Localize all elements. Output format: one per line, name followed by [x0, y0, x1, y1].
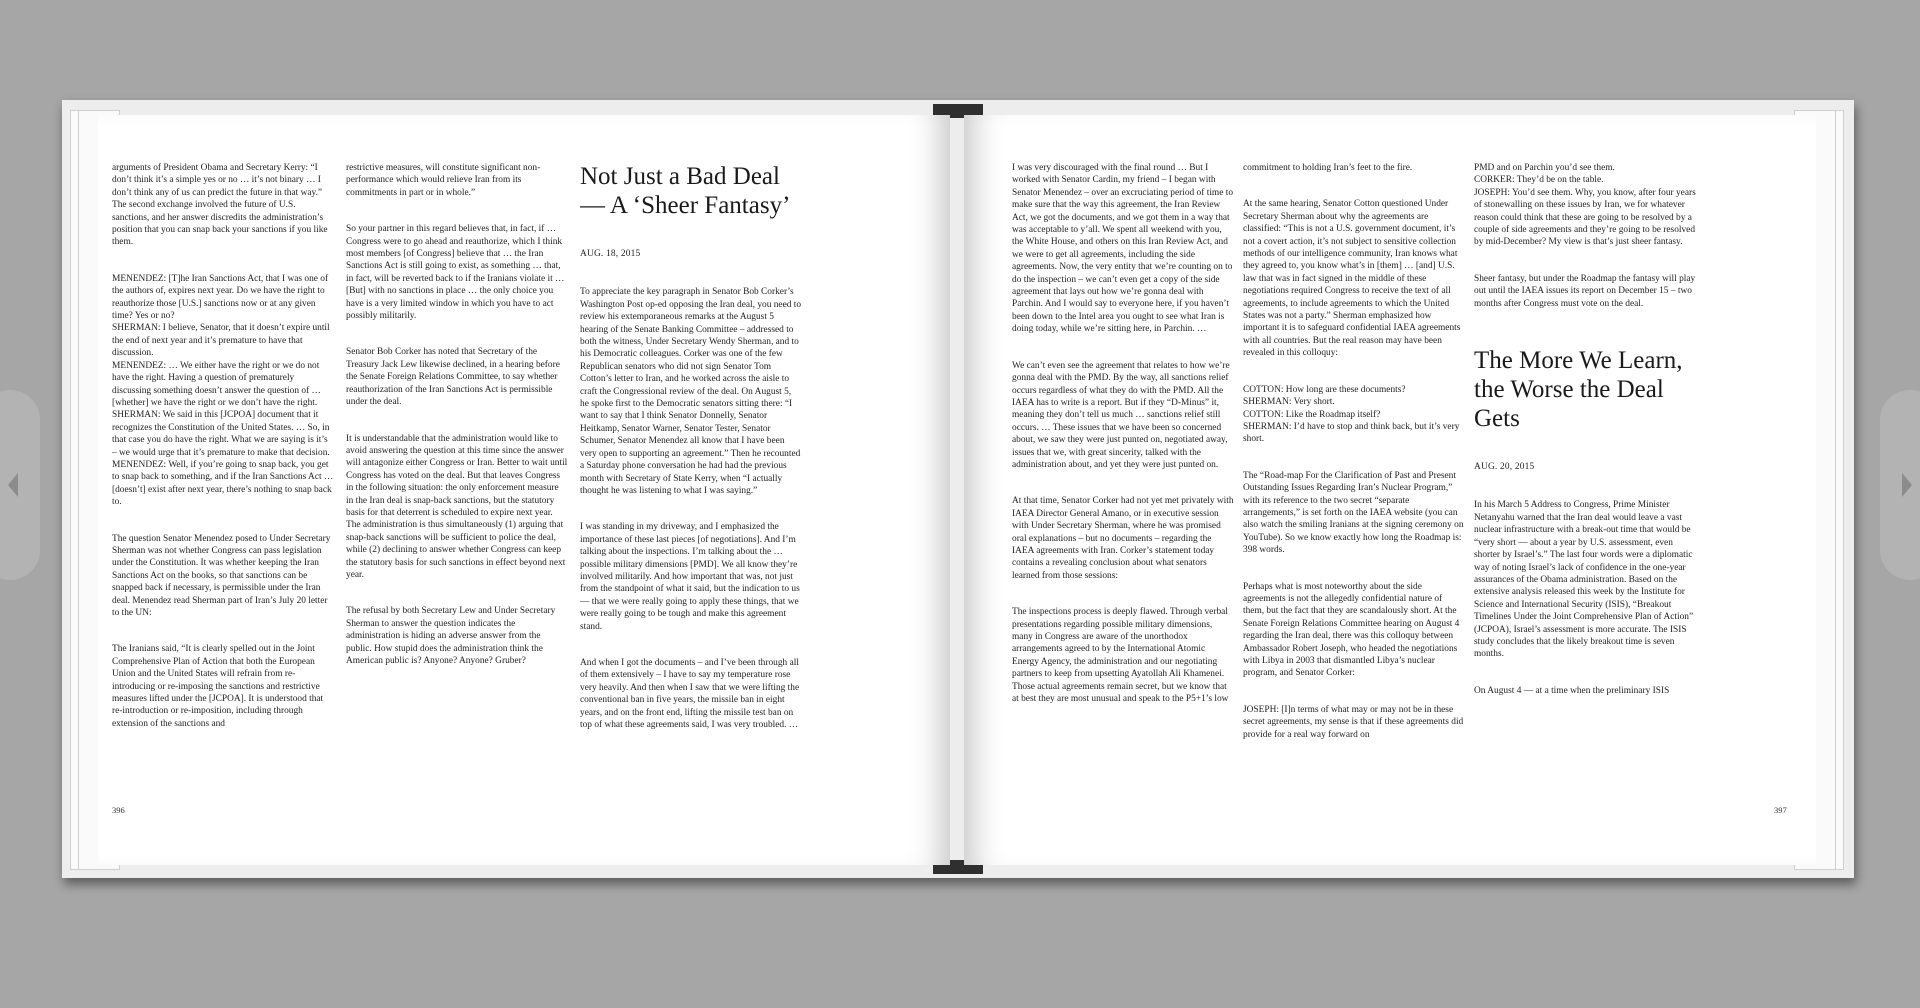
paragraph: At the same hearing, Senator Cotton questioned Under Secretary Sherman about why the agreements are classified: “This is not a U.S. government document, it’s not a covert action, it’s not subject to sensitive collection methods of our intelligence community, Iran knows what they agreed to, you know what’s in [them] … [and] U.S. law that was in fact signed in the middle of these negotiations required Congress to receive the text of all agreements, to include agreements to which the United States was not a party.” Sherman emphasized how important it is to safeguard confidential IAEA agreements with all countries. But the real reason may have been revealed in this colloquy:: [1243, 199, 1461, 359]
next-page-button[interactable]: [1880, 390, 1920, 580]
arrow-left-icon: [8, 473, 18, 497]
paragraph: In his March 5 Address to Congress, Prime Minister Netanyahu warned that the Iran deal would leave a vast nuclear infrastructure with a break-out time that would be “very short — about a year by U.S. assessment, even shorter by Israel’s.” The last four words were a diplomatic way of noting Israel’s lack of confidence in the one-year assurances of the Obama administration. Based on the extensive analysis released this week by the Institute for Science and International Security (ISIS), “Breakout Timelines Under the Joint Comprehensive Plan of Action” (JCPOA), Israel’s assessment is more accurate. The ISIS study concludes that the likely breakout time is seven months.: [1474, 500, 1694, 660]
paragraph: The question Senator Menendez posed to Under Secretary Sherman was not whether Congress can pass legislation under the Constitution. It was whether keeping the Iran Sanctions Act on the books, so that sanctions can be snapped back if necessary, is permissible under the Iran deal. Menendez read Sherman part of Iran’s July 20 letter to the UN:: [112, 533, 331, 618]
paragraph: Senator Bob Corker has noted that Secretary of the Treasury Jack Lew likewise declined, in a hearing before the Senate Foreign Relations Committee, to say whether reauthorization of the Iran Sanctions Act is permissible under the deal.: [346, 347, 560, 408]
paragraph: JOSEPH: [I]n terms of what may or may not be in these secret agreements, my sense is that if these agreements did provide for a real way forward on: [1243, 704, 1464, 740]
right-page-column-2: [1243, 162, 1465, 772]
left-page-column-1: [112, 162, 334, 772]
paragraph: The Iranians said, “It is clearly spelled out in the Joint Comprehensive Plan of Action that both the European Union and the United States will refrain from re-introducing or re-imposing the sanctions and restrictive measures lifted under the [JCPOA]. It is understood that re-introduction or re-imposition, including through extension of the sanctions and: [112, 644, 324, 729]
article-title: Not Just a Bad Deal — A ‘Sheer Fantasy’: [580, 163, 791, 219]
right-page-column-3: [1474, 162, 1696, 772]
book-spread: [56, 100, 1856, 880]
left-page[interactable]: [98, 115, 950, 865]
article-date: AUG. 18, 2015: [580, 249, 641, 259]
paragraph: COTTON: How long are these documents? SHERMAN: Very short. COTTON: Like the Roadmap itself? SHERMAN: I’d have to stop and think back, but it’s very short.: [1243, 384, 1460, 445]
previous-page-button[interactable]: [0, 390, 40, 580]
paragraph: At that time, Senator Corker had not yet met privately with IAEA Director General Amano, or in executive session with Under Secretary Sherman, where he was promised oral explanations – but no documents – regarding the IAEA agreements with Iran. Corker’s statement today contains a revealing conclusion about what senators learned from those sessions:: [1012, 496, 1234, 581]
paragraph: The inspections process is deeply flawed. Through verbal presentations regarding possible military dimensions, many in Congress are aware of the unorthodox arrangements agreed to by the International Atomic Energy Agency, the administration and our negotiating partners to keep from upsetting Ayatollah Ali Khamenei. Those actual agreements remain secret, but we know that at best they are most unusual and speak to the P5+1’s low: [1012, 607, 1229, 705]
paragraph: To appreciate the key paragraph in Senator Bob Corker’s Washington Post op-ed opposing the Iran deal, you need to review his extemporaneous remarks at the August 5 hearing of the Senate Banking Committee – addressed to both the witness, Under Secretary Wendy Sherman, and to his Democratic colleagues. Corker was one of the few Republican senators who did not sign Senator Tom Cotton’s letter to Iran, and he worked across the aisle to craft the Congressional review of the deal. On August 5, he spoke first to the Democratic senators sitting there: “I want to say that I think Senator Donnelly, Senator Heitkamp, Senator Warner, Senator Tester, Senator Schumer, Senator Menendez all know that I have been very open to supporting an agreement.” Then he recounted a Saturday phone conversation he had had the previous month with Secretary of State Kerry, when “I actually thought he was listening to what I was saying.”: [580, 287, 802, 496]
page-number: 396: [112, 805, 125, 815]
paragraph: It is understandable that the administration would like to avoid answering the question at this time since the answer will antagonize either Congress or Iran. Better to wait until Congress has voted on the deal. But that leaves Congress in the following situation: the only enforcement measure in the Iran deal is snap-back sanctions, but the statutory basis for that deterrent is scheduled to expire next year. The administration is thus simultaneously (1) arguing that snap-back sanctions will be sufficient to police the deal, while (2) declining to answer whether Congress can keep the statutory basis for such sanctions in effect beyond next year.: [346, 433, 568, 580]
paragraph: The “Road-map For the Clarification of Past and Present Outstanding Issues Regarding Iran’s Nuclear Program,” with its reference to the two secret “separate arrangements,” is set forth on the IAEA website (you can also watch the smiling Iranians at the signing ceremony on YouTube). So we know exactly how long the Roadmap is: 398 words.: [1243, 470, 1464, 556]
paragraph: restrictive measures, will constitute significant non-performance which would relieve Iran from its commitments in part or in whole.”: [346, 163, 541, 198]
article-title: The More We Learn, the Worse the Deal Gets: [1474, 347, 1683, 433]
paragraph: Perhaps what is most noteworthy about the side agreements is not the allegedly confidential nature of them, but the fact that they are scandalously short. At the Senate Foreign Relations Committee hearing on August 4 regarding the Iran deal, there was this colloquy between Ambassador Robert Joseph, who headed the negotiations with Libya in 2003 that dismantled Libya’s nuclear program, and Senator Corker:: [1243, 581, 1460, 679]
paragraph: So your partner in this regard believes that, in fact, if … Congress were to go ahead and reauthorize, which I think most members [of Congress] believe that … the Iran Sanctions Act is still going to exist, as something … that, in fact, will be reverted back to if the Iranians violate it … [But] with no sanctions in place … the only choice you have is a very limited window in which you have to act possibly militarily.: [346, 224, 565, 322]
left-page-column-3: [580, 162, 802, 772]
paragraph: MENENDEZ: [T]he Iran Sanctions Act, that I was one of the authors of, expires next year. Do we have the right to reauthorize those [U.S.] sanctions now or at any given time? Yes or no? SHERMAN: I believe, Senator, that it doesn’t expire until the end of next year and it’s premature to have that discussion. MENENDEZ: … We either have the right or we do not have the right. Having a question of prematurely discussing something doesn’t answer the question of … [whether] we have the right or we don’t have the right. SHERMAN: We said in this [JCPOA] document that it recognizes the Constitution of the United States. … So, in that case you do have the right. What we are saying is it’s – we would urge that it’s premature to make that decision. MENENDEZ: Well, if you’re going to snap back, you get to snap back to something, and if the Iran Sanctions Act … [doesn’t] exist after next year, there’s nothing to snap back to.: [112, 273, 334, 508]
paragraph: PMD and on Parchin you’d see them. CORKER: They’d be on the table. JOSEPH: You’d see them. Why, you know, after four years of stonewalling on these issues by Iran, we for whatever reason could think that these are going to be resolved by a couple of side agreements and they’re going to be resolved by mid-December? My view is that’s just sheer fantasy.: [1474, 163, 1696, 248]
paragraph: The refusal by both Secretary Lew and Under Secretary Sherman to answer the question indicates the administration is hiding an adverse answer from the public. How stupid does the administration think the American public is? Anyone? Anyone? Gruber?: [346, 606, 556, 666]
paragraph: And when I got the documents – and I’ve been through all of them extensively – I have to say my temperature rose very heavily. And then when I saw that we were lifting the conventional ban in five years, the missile ban in eight years, and on the front end, lifting the missile test ban on top of what these agreements said, I was very troubled. …: [580, 657, 800, 730]
page-number: 397: [1774, 805, 1787, 815]
paragraph: I was very discouraged with the final round … But I worked with Senator Cardin, my friend – I began with Senator Menendez – over an excruciating period of time to make sure that the way this agreement, the Iran Review Act, we got the documents, and we got them in a way that was acceptable to y’all. We spent all weekend with you, the White House, and others on this Iran Review Act, and we were to get all agreements, including the side agreements. Now, the very entity that we’re counting on to do the inspection – we can’t even get a copy of the side agreement that lays out how we’re gonna deal with Parchin. And I would say to everyone here, if you haven’t been down to the Intel area you ought to see what Iran is doing today, while we’re sitting here, in Parchin. …: [1012, 163, 1234, 335]
right-page-column-1: [1012, 162, 1234, 772]
article-date: AUG. 20, 2015: [1474, 462, 1535, 473]
right-page[interactable]: [964, 115, 1816, 865]
paragraph: Sheer fantasy, but under the Roadmap the fantasy will play out until the IAEA issues its report on December 15 – two months after Congress must vote on the deal.: [1474, 273, 1696, 309]
arrow-right-icon: [1902, 473, 1912, 497]
paragraph: I was standing in my driveway, and I emphasized the importance of these last pieces [of negotiations]. And I’m talking about the inspections. I’m talking about the … possible military dimensions [PMD]. We all know they’re involved militarily. And how important that was, not just from the standpoint of what it said, but the indication to us — that we were really going to apply these things, that we were really going to be tough and make this agreement stand.: [580, 522, 800, 632]
paragraph: On August 4 — at a time when the preliminary ISIS: [1474, 685, 1670, 696]
paragraph: We can’t even see the agreement that relates to how we’re gonna deal with the PMD. By the way, all sanctions relief occurs regardless of what they do with the PMD. All the IAEA has to write is a report. But if they “D-Minus” it, meaning they don’t tell us much … sanctions relief still occurs. … These issues that we have been so concerned about, we saw they were just punted on, negotiated away, issues that we, with great sincerity, talked with the administration about, and yet they were just punted on.: [1012, 360, 1230, 470]
paragraph: commitment to holding Iran’s feet to the fire.: [1243, 163, 1413, 173]
paragraph: arguments of President Obama and Secretary Kerry: “I don’t think it’s a simple yes or no … it’s not binary … I don’t think any of us can predict the future in that way.” The second exchange involved the future of U.S. sanctions, and her answer discredits the administration’s position that you can snap back your sanctions if you like them.: [112, 163, 328, 248]
left-page-column-2: [346, 162, 568, 772]
